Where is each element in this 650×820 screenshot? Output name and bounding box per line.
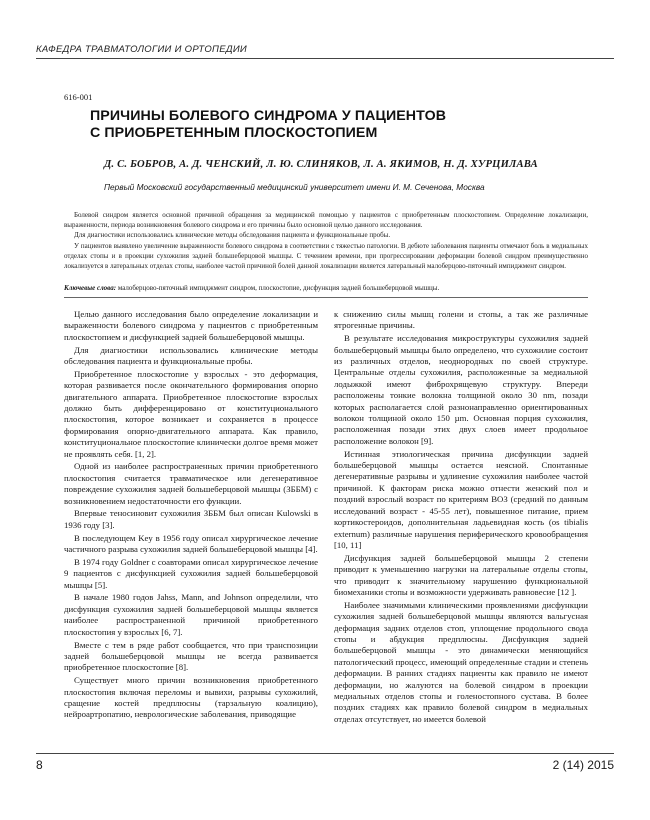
body-column-left <box>64 309 318 722</box>
header-rule <box>36 58 614 59</box>
body-paragraph: к снижению силы мышц голени и стопы, а так же различные ятрогенные причины. <box>334 309 588 331</box>
body-paragraph: Приобретенное плоскостопие у взрослых - это деформация, которая развивается после окончательного формирования опорно двигательного аппарата. Приобретенное плоскостопие взрослых должно быть дифференцировано от конституционального плоскостопия, которое возникает и сохраняется в процессе формирования опорно-двигательного аппарата. Как правило, конституциональное плоскостопие клинически долгое время может не проявлять себя. [1, 2]. <box>64 368 318 459</box>
abstract-paragraph: Болевой синдром является основной причиной обращения за медицинской помощью у пациентов с приобретенным плоскостопием. Определение локализации, выраженности, периода возникновения болевого синдрома и его причины было основной целью данного исследования. <box>64 211 588 230</box>
body-paragraph: Вместе с тем в ряде работ сообщается, что при транспозиции задней большеберцовой мышцы не всегда развивается приобретенное плоскостопие [8]. <box>64 639 318 673</box>
title-line: С ПРИОБРЕТЕННЫМ ПЛОСКОСТОПИЕМ <box>90 125 378 141</box>
keywords <box>64 284 588 293</box>
issue-number: 2 (14) 2015 <box>552 758 614 772</box>
body-paragraph: Одной из наиболее распространенных причин приобретенного плоскостопия считается травматическое или дегенеративное повреждение сухожилия задней большеберцовой мышцы (ЗББМ) с возникновением недостаточности его функции. <box>64 461 318 506</box>
affiliation: Первый Московский государственный медицинский университет имени И. М. Сеченова, Москва <box>104 182 485 192</box>
authors: Д. С. БОБРОВ, А. Д. ЧЕНСКИЙ, Л. Ю. СЛИНЯКОВ, Л. А. ЯКИМОВ, Н. Д. ХУРЦИЛАВА <box>104 159 538 170</box>
keywords-text: малоберцово-пяточный импиджмент синдром, плоскостопие, дисфункция задней большеберцовой мышцы. <box>117 284 440 292</box>
body-column-right <box>334 309 588 727</box>
body-paragraph: Целью данного исследования было определение локализации и выраженности болевого синдрома у пациентов с приобретенным плоскостопием и дисфункцией задней большеберцовой мышцы. <box>64 309 318 342</box>
body-paragraph: В начале 1980 годов Jahss, Mann, and Johnson определили, что дисфункция сухожилия задней большеберцовой мышцы является наиболее распространенной причиной приобретенного плоскостопия у взрослых [6, 7]. <box>64 592 318 637</box>
journal-section-header: КАФЕДРА ТРАВМАТОЛОГИИ И ОРТОПЕДИИ <box>36 44 248 55</box>
udc-code: 616-001 <box>64 92 93 102</box>
page-number: 8 <box>36 758 43 772</box>
body-paragraph: В результате исследования микроструктуры сухожилия задней большеберцовый мышцы было определено, что сухожилие состоит из различных отделов, неоднородных по своей структуре. Центральные отделы сухожилия, расположенные за медиальной лодыжкой имеют фиброхрящевую структуру. Впереди расположены тонкие волокна толщиной около 30 nm, позади которых располагается слой разнонаправленно ориентированных волокон толщиной около 150 µm. Основная порция сухожилия, расположенная позади этих двух слоев имеет продольное расположение волокон [9]. <box>334 333 588 446</box>
body-paragraph: Наиболее значимыми клиническими проявлениями дисфункции сухожилия задней большеберцовой мышцы являются вальгусная деформация задних отделов стоп, уплощение продольного свода стопы и абдукция предплюсны. Дисфункция задней большеберцовой мышцы - это динамически меняющийся патологический процесс, имеющий определенные стадии и степень деформации. В ранних стадиях пациенты как правило не имеют деформации, но жалуются на болевой синдром в проекции медиальных отделов стопы и голеностопного сустава. В более поздних стадиях как правило болевой синдром в медиальных отделах отсутствует, но имеется болевой <box>334 599 588 724</box>
body-paragraph: Существует много причин возникновения приобретенного плоскостопия включая переломы и вывихи, разрывы сухожилий, сращение костей предплюсны (тарзальную коалицию), нейроартропатию, неврологические заболевания, приводящие <box>64 675 318 720</box>
abstract <box>64 210 588 271</box>
keywords-label: Ключевые слова: <box>64 284 117 292</box>
abstract-paragraph: Для диагностики использовались клинические методы обследования пациента и функциональные пробы. <box>74 231 391 240</box>
title-line: ПРИЧИНЫ БОЛЕВОГО СИНДРОМА У ПАЦИЕНТОВ <box>90 108 447 124</box>
abstract-paragraph: У пациентов выявлено увеличение выраженности болевого синдрома в соответствии с тяжестью патологии. В дебюте заболевания пациенты отмечают боль в медиальных отделах стопы и в проекции сухожилия задней большеберцовой мышцы. С течением времени, при прогрессировании деформации болевой синдром преимущественно локализуется в латеральных отделах стопы, наиболее частой причиной болей данной локализации является латеральный малоберцово-пяточный импиджмент синдром. <box>64 241 588 271</box>
article-title <box>90 108 446 142</box>
body-paragraph: Впервые теносиновит сухожилия ЗББМ был описан Kulowski в 1936 году [3]. <box>64 508 318 530</box>
body-paragraph: В 1974 году Goldner с соавторами описал хирургическое лечение 9 пациентов с дисфункцией сухожилия задней большеберцовой мышцы [5]. <box>64 556 318 590</box>
body-paragraph: Истинная этиологическая причина дисфункции задней большеберцовой мышцы остается неясной. Спонтанные дегенеративные разрывы и удлинение сухожилия наиболее частой причиной. К факторам риска можно отнести женский пол и поздний взрослый возраст по критериям ВОЗ (средний по данным исследований возраст - 45-55 лет), повышенное питание, прием кортикостероидов, дополнительная ладьевидная кость (os tibialis externum) различные нарушения периферического кровообращения [10, 11] <box>334 448 588 550</box>
footer-rule <box>36 753 614 754</box>
keywords-rule <box>64 297 588 298</box>
body-paragraph: Для диагностики использовались клинические методы обследования пациента и функциональные пробы. <box>64 344 318 367</box>
body-paragraph: Дисфункция задней большеберцовой мышцы 2 степени приводит к уменьшению нагрузки на латеральные отделы стопы, что приводит к значительному нарушению функциональной биомеханики стопы и возможности удерживать равновесие [12 ]. <box>334 552 588 597</box>
body-paragraph: В последующем Key в 1956 году описал хирургическое лечение частичного разрыва сухожилия задней большеберцовой мышцы [4]. <box>64 532 318 555</box>
